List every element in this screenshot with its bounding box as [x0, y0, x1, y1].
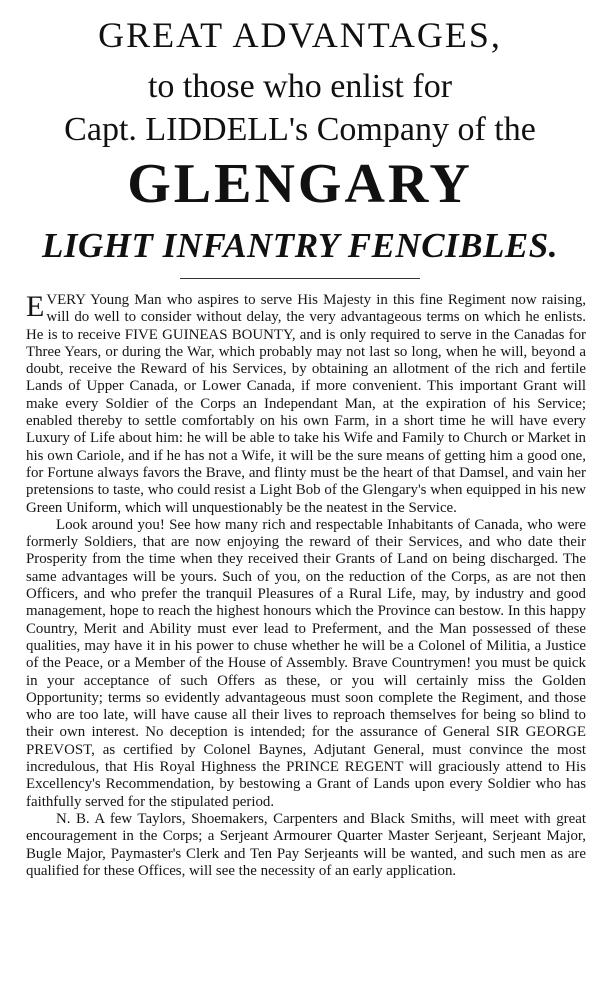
title-enlist-line: to those who enlist for [147, 68, 453, 105]
body-paragraph-1-text: VERY Young Man who aspires to serve His Majesty in this fine Regiment now raising, will do well to consider without delay, the very advantageous terms on which he enlists. He is to receive FIVE GUINEAS BOUNTY, and is only required to serve in the Canadas for Three Years, or during the War, which probably may not last so long, when he will, beyond a doubt, receive the Reward of his Services, by obtaining an allotment of the rich and fertile Lands of Upper Canada, or Lower Canada, if more convenient. This important Grant will make every Soldier of the Corps an Independant Man, at the expiration of his Service; enabled thereby to settle comfortably on his own Farm, in a short time he will have every Luxury of Life about him: he will be able to take his Wife and Family to Church or Market in his own Cariole, and if he has not a Wife, it will be the sure means of getting him a good one, for Fortune always favors the Brave, and flinty must be the heart of that Damsel, and vain her pretensions to taste, who could resist a Light Bob of the Glengary's when equipped in his new Green Uniform, which will unquestionably be the neatest in the Service. [26, 292, 586, 516]
body-paragraph-2: Look around you! See how many rich and respectable Inhabitants of Canada, who were formerly Soldiers, that are now enjoying the reward of their Services, and who date their Prosperity from the time when they received their Grants of Land on being discharged. The same advantages will be yours. Such of you, on the reduction of the Corps, as are not then Officers, and who prefer the tranquil Pleasures of a Rural Life, may, by industry and good management, hope to reach the highest honours which the Province can bestow. In this happy Country, Merit and Ability must ever lead to Preferment, and the Man possessed of these qualities, may have it in his power to chuse whether he will be a Colonel of Militia, a Justice of the Peace, or a Member of the House of Assembly. Brave Countrymen! you must be quick in your acceptance of such Offers as these, or you will certainly miss the Golden Opportunity; terms so evidently advantageous must soon complete the Regiment, and those who are too late, will have cause all their lives to reproach themselves for being so blind to their own interest. No deception is intended; for the assurance of General SIR GEORGE PREVOST, as certified by Colonel Baynes, Adjutant General, must convince the most incredulous, that His Royal Highness the PRINCE REGENT will graciously attend to His Excellency's Recommendation, by bestowing a Grant of Lands upon every Soldier who has faithfully served for the stipulated period. [26, 516, 586, 810]
title-divider-rule [180, 278, 420, 279]
drop-cap: E [26, 290, 45, 323]
body-paragraph-1 [26, 292, 586, 517]
title-great-advantages: GREAT ADVANTAGES, [98, 15, 502, 55]
poster-body [26, 292, 586, 880]
title-glengary: GLENGARY [127, 153, 473, 215]
body-paragraph-3: N. B. A few Taylors, Shoemakers, Carpenters and Black Smiths, will meet with great encouragement in the Corps; a Serjeant Armourer Quarter Master Serjeant, Serjeant Major, Bugle Major, Paymaster's Clerk and Ten Pay Serjeants will be wanted, and such men as are qualified for these Offices, will see the necessity of an early application. [26, 810, 586, 879]
title-company-line: Capt. LIDDELL's Company of the [64, 111, 536, 148]
title-light-infantry-fencibles: LIGHT INFANTRY FENCIBLES. [42, 226, 558, 265]
